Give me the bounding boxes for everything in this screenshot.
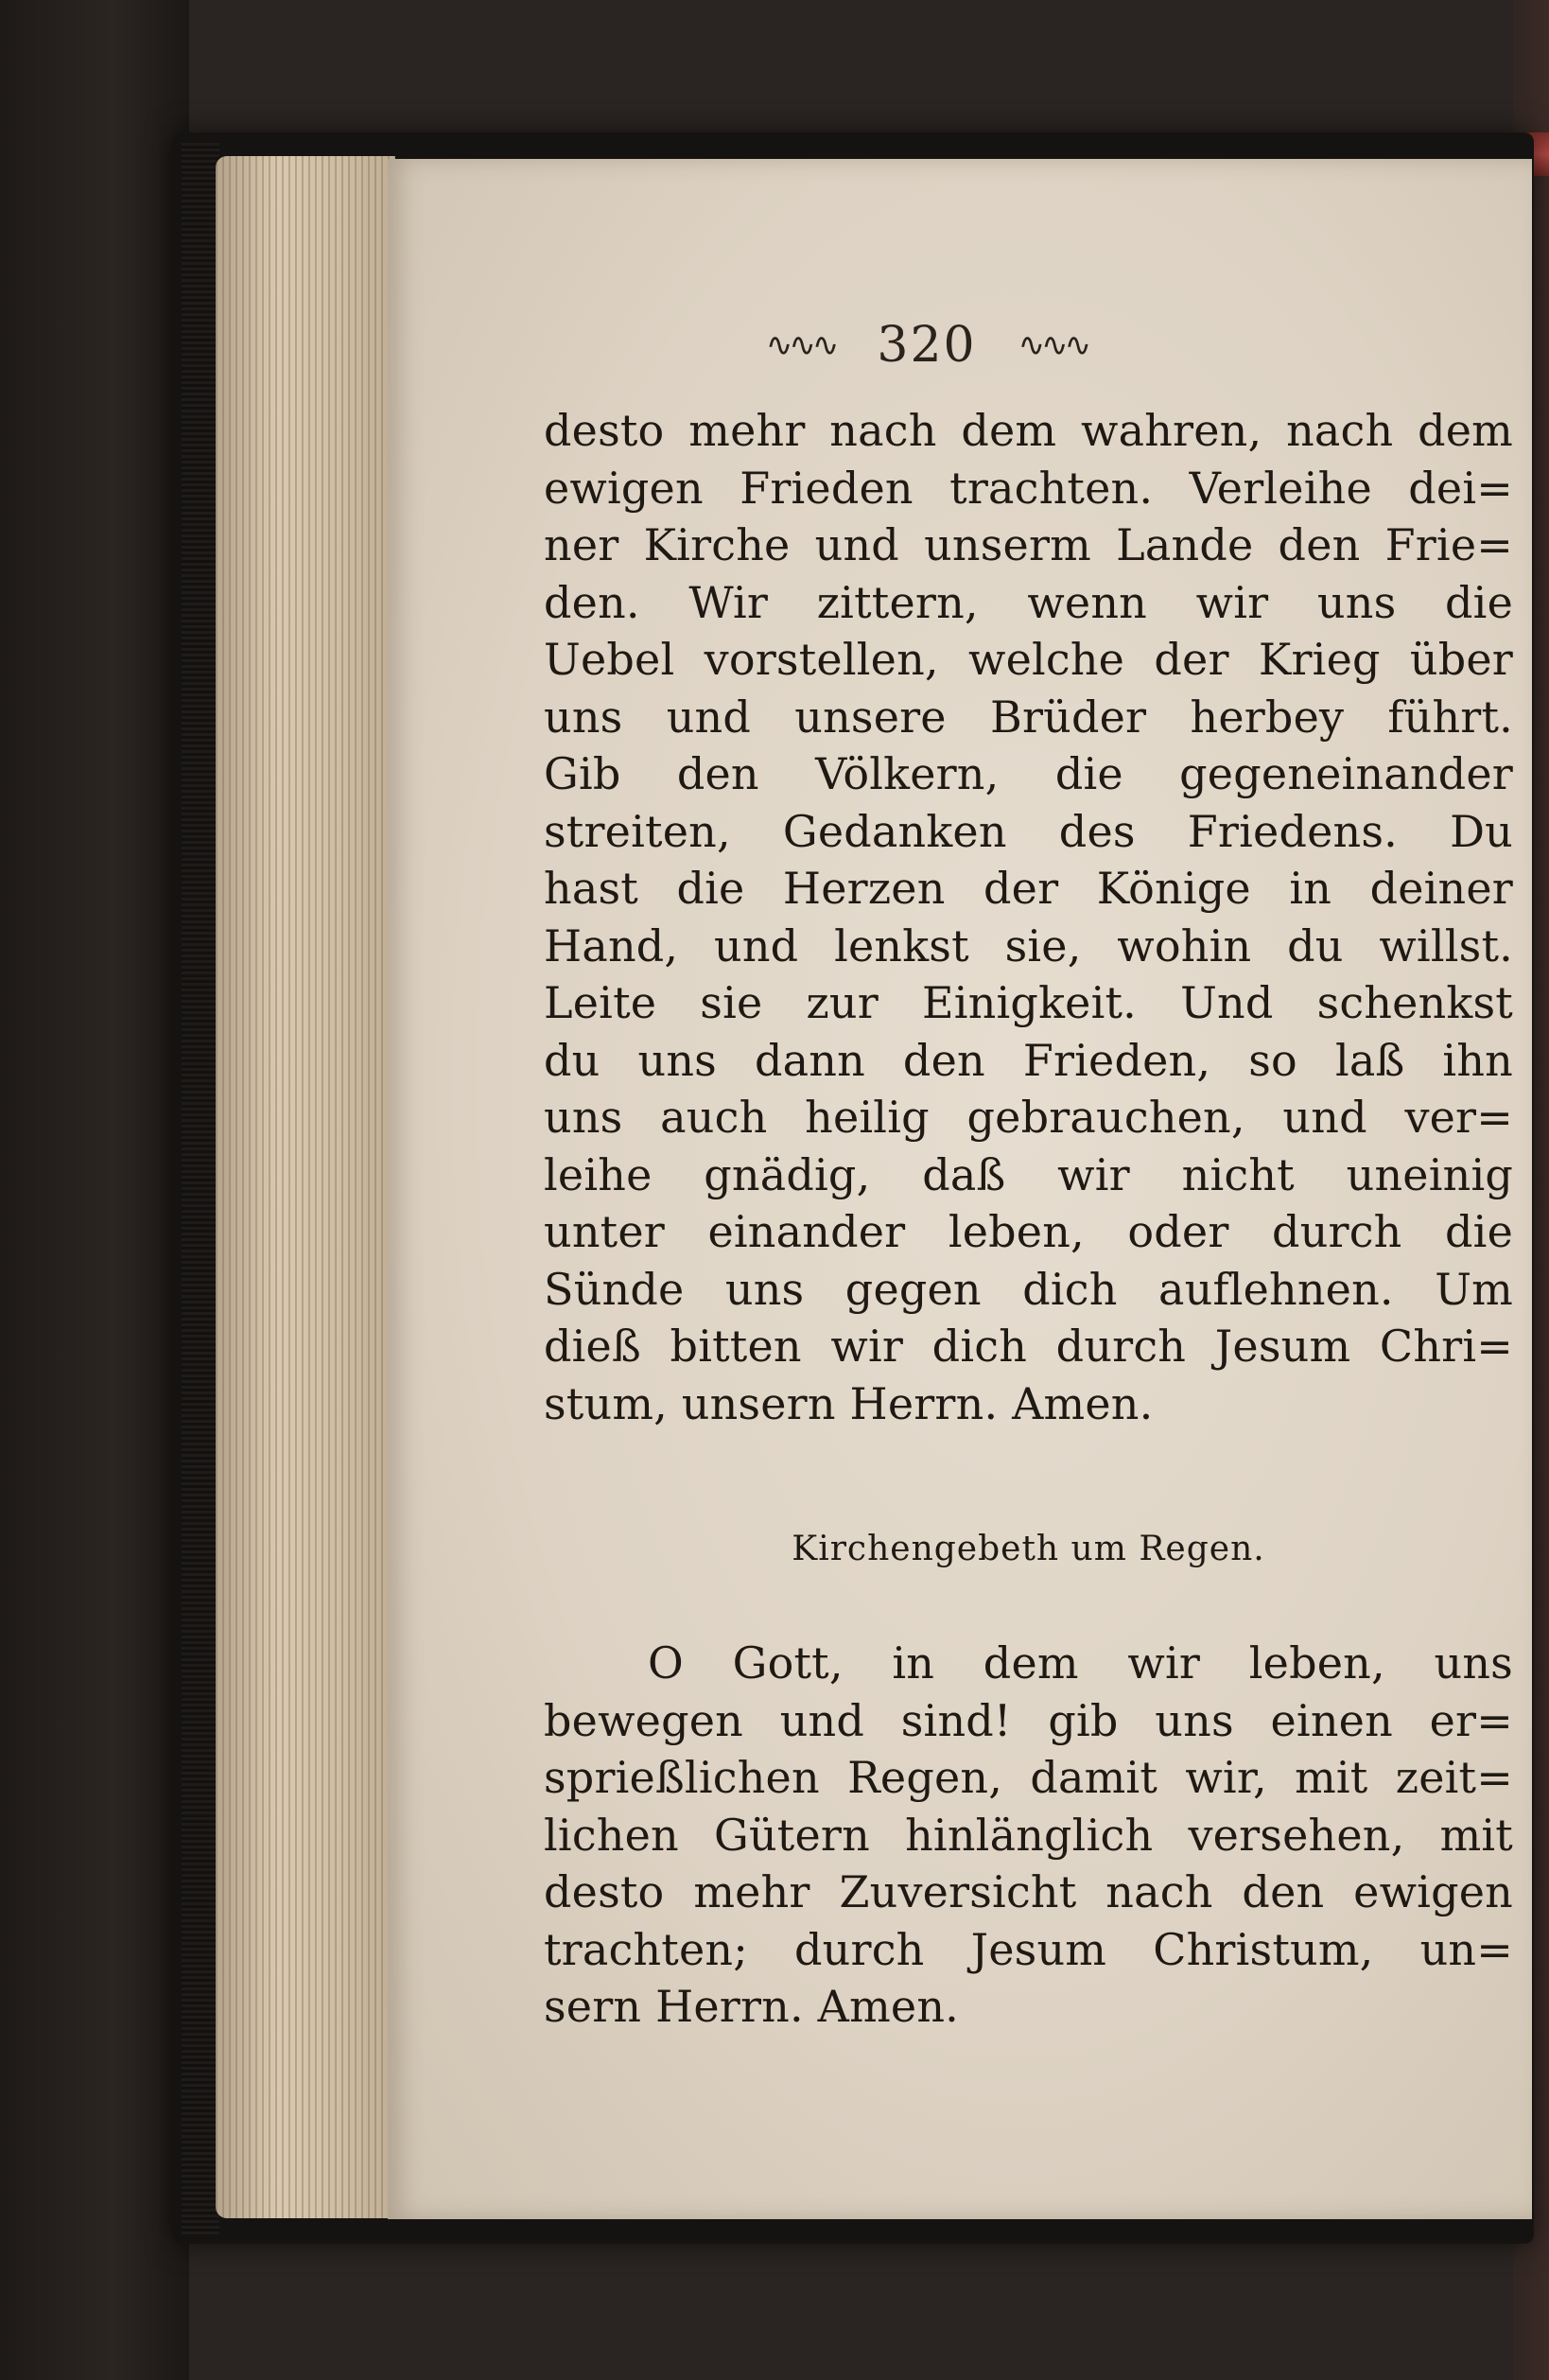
page-header xyxy=(473,307,1381,383)
page-edges xyxy=(216,156,395,2218)
text-line: O Gott, in dem wir leben, uns xyxy=(648,1637,1513,1689)
text-line: ewigen Frieden trachten. Verleihe dei= xyxy=(544,462,1513,514)
ornament-right-icon: ∿∿∿ xyxy=(1018,326,1088,364)
text-line: du uns dann den Frieden, so laß ihn xyxy=(544,1034,1513,1086)
text-line: den. Wir zittern, wenn wir uns die xyxy=(544,576,1513,628)
text-line: Hand, und lenkst sie, wohin du willst. xyxy=(544,919,1513,971)
text-line: Sünde uns gegen dich auflehnen. Um xyxy=(544,1263,1513,1315)
prayer-paragraph-2 xyxy=(544,1635,1513,2036)
text-line: hast die Herzen der Könige in deiner xyxy=(544,863,1513,914)
text-line: lichen Gütern hinlänglich versehen, mit xyxy=(544,1809,1513,1861)
text-line: ner Kirche und unserm Lande den Frie= xyxy=(544,519,1513,570)
text-line: Uebel vorstellen, welche der Krieg über xyxy=(544,634,1513,685)
text-line: sern Herrn. Amen. xyxy=(544,1981,959,2032)
text-line: unter einander leben, oder durch die xyxy=(544,1206,1513,1257)
text-line: sprießlichen Regen, damit wir, mit zeit= xyxy=(544,1752,1513,1803)
text-line: trachten; durch Jesum Christum, un= xyxy=(544,1923,1513,1975)
text-line: uns und unsere Brüder herbey führt. xyxy=(544,691,1513,743)
text-line: streiten, Gedanken des Friedens. Du xyxy=(544,805,1513,857)
page-number: 320 xyxy=(877,317,977,374)
section-heading: Kirchengebeth um Regen. xyxy=(792,1530,1265,1568)
prayer-paragraph-1 xyxy=(544,402,1513,1432)
ornament-left-icon: ∿∿∿ xyxy=(765,326,836,364)
text-line: uns auch heilig gebrauchen, und ver= xyxy=(544,1092,1513,1143)
dark-background-left xyxy=(0,0,189,2380)
text-line: leihe gnädig, daß wir nicht uneinig xyxy=(544,1148,1513,1200)
text-line: desto mehr nach dem wahren, nach dem xyxy=(544,405,1513,456)
text-line: stum, unsern Herrn. Amen. xyxy=(544,1377,1154,1429)
text-line: dieß bitten wir dich durch Jesum Chri= xyxy=(544,1321,1513,1372)
text-line: Gib den Völkern, die gegeneinander xyxy=(544,748,1513,799)
text-line: bewegen und sind! gib uns einen er= xyxy=(544,1694,1513,1746)
text-line: Leite sie zur Einigkeit. Und schenkst xyxy=(544,977,1513,1028)
text-line: desto mehr Zuversicht nach den ewigen xyxy=(544,1866,1513,1917)
